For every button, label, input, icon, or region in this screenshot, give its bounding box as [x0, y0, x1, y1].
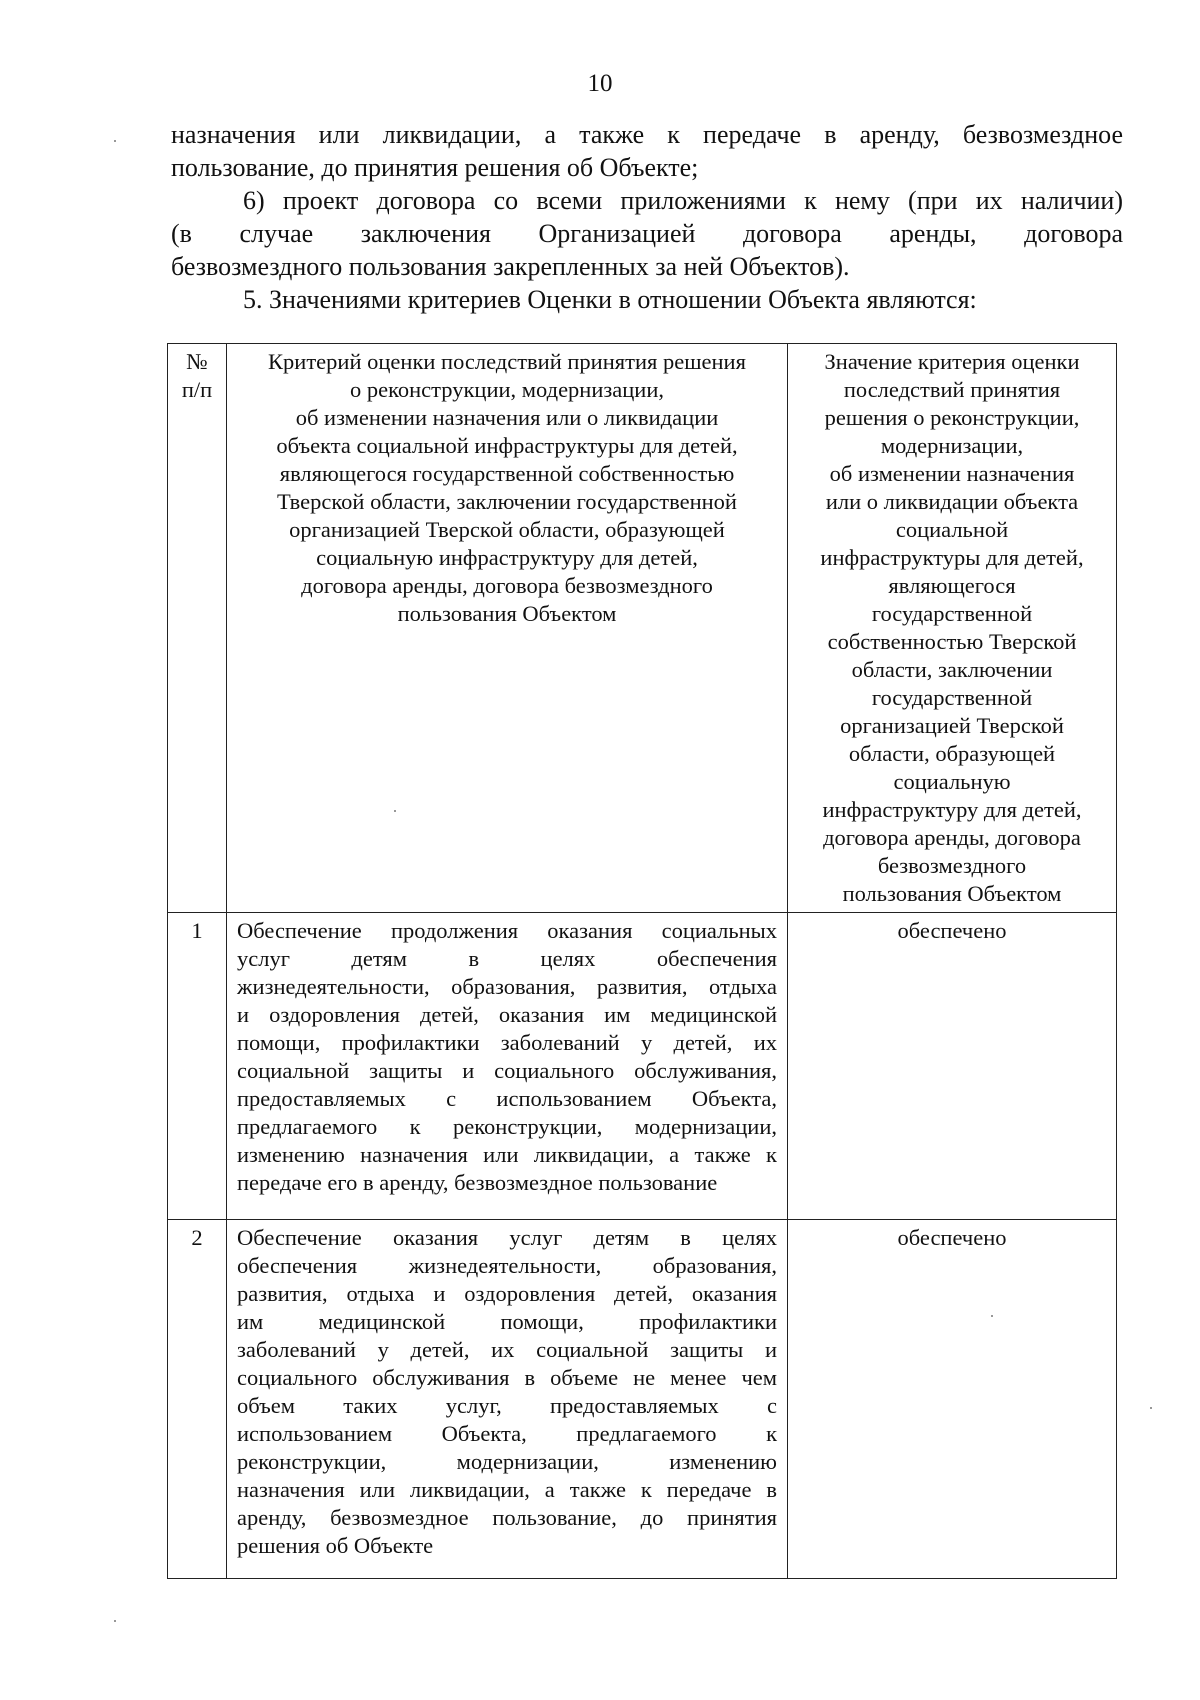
row-number: 1	[168, 913, 227, 1220]
header-value-cell	[788, 344, 1117, 913]
criterion-line: жизнедеятельности, образования, развития, отдыха	[237, 974, 777, 999]
scan-speck	[991, 1315, 993, 1317]
criterion-line: решения об Объекте	[237, 1533, 434, 1558]
row-value: обеспечено	[788, 913, 1117, 1220]
header-value-line: договора аренды, договора	[823, 825, 1081, 850]
criterion-line: Обеспечение продолжения оказания социальных	[237, 918, 777, 943]
header-value-line: решения о реконструкции,	[824, 405, 1080, 430]
criterion-line: использованием Объекта, предлагаемого к	[237, 1421, 777, 1446]
header-value-line: инфраструктуру для детей,	[822, 797, 1082, 822]
header-value-line: государственной	[871, 601, 1033, 626]
header-value-line: организацией Тверской	[840, 713, 1064, 738]
header-number-sign: №	[186, 349, 208, 374]
criterion-line: передаче его в аренду, безвозмездное пользование	[237, 1170, 718, 1195]
header-value-line: или о ликвидации объекта	[825, 489, 1079, 514]
scan-speck	[1150, 1407, 1152, 1409]
criterion-line: развития, отдыха и оздоровления детей, оказания	[237, 1281, 777, 1306]
header-number-abbr: п/п	[181, 377, 213, 402]
criteria-table	[167, 343, 1117, 1579]
header-value-line: модернизации,	[880, 433, 1024, 458]
header-criterion-line: Критерий оценки последствий принятия решения	[268, 349, 746, 374]
criterion-line: предлагаемого к реконструкции, модернизации,	[237, 1114, 777, 1139]
criterion-line: социальной защиты и социального обслуживания,	[237, 1058, 777, 1083]
header-value-line: безвозмездного	[877, 853, 1027, 878]
scan-speck	[114, 1620, 116, 1622]
criterion-line: назначения или ликвидации, а также к передаче в	[237, 1477, 777, 1502]
criterion-line: обеспечения жизнедеятельности, образования,	[237, 1253, 777, 1278]
header-value-line: являющегося	[888, 573, 1016, 598]
header-criterion-line: Тверской области, заключении государственной	[277, 489, 737, 514]
header-criterion-line: социальную инфраструктуру для детей,	[316, 545, 698, 570]
criterion-line: заболеваний у детей, их социальной защиты и	[237, 1337, 777, 1362]
row-criterion	[227, 913, 788, 1220]
paragraph-point-5	[171, 283, 1123, 316]
header-value-line: пользования Объектом	[842, 881, 1062, 906]
text-line: назначения или ликвидации, а также к передаче в аренду, безвозмездное	[171, 120, 1123, 149]
criterion-line: аренду, безвозмездное пользование, до принятия	[237, 1505, 777, 1530]
row-criterion	[227, 1220, 788, 1579]
header-criterion-line: являющегося государственной собственностью	[279, 461, 735, 486]
header-criterion-line: объекта социальной инфраструктуры для детей,	[276, 433, 738, 458]
header-criterion-line: пользования Объектом	[397, 601, 617, 626]
criterion-line: изменению назначения или ликвидации, а также к	[237, 1142, 777, 1167]
text-line: пользование, до принятия решения об Объекте;	[171, 153, 699, 182]
header-criterion-line: об изменении назначения или о ликвидации	[295, 405, 719, 430]
header-number-cell	[168, 344, 227, 913]
scan-speck	[394, 810, 396, 812]
text-line: 5. Значениями критериев Оценки в отношении Объекта являются:	[243, 285, 977, 314]
page-number: 10	[587, 70, 613, 97]
header-value-line: последствий принятия	[843, 377, 1061, 402]
criterion-line: Обеспечение оказания услуг детям в целях	[237, 1225, 777, 1250]
text-line: безвозмездного пользования закрепленных за ней Объектов).	[171, 252, 850, 281]
header-value-line: инфраструктуры для детей,	[820, 545, 1084, 570]
text-line: (в случае заключения Организацией договора аренды, договора	[171, 219, 1123, 248]
criterion-line: и оздоровления детей, оказания им медицинской	[237, 1002, 777, 1027]
header-criterion-cell	[227, 344, 788, 913]
criterion-line: услуг детям в целях обеспечения	[237, 946, 777, 971]
criterion-line: реконструкции, модернизации, изменению	[237, 1449, 777, 1474]
header-value-line: собственностью Тверской	[827, 629, 1077, 654]
table-header-row	[168, 344, 1117, 913]
scan-speck	[114, 140, 116, 142]
row-value: обеспечено	[788, 1220, 1117, 1579]
text-line: 6) проект договора со всеми приложениями к нему (при их наличии)	[243, 186, 1123, 215]
paragraph-continuation	[171, 118, 1123, 184]
header-value-line: социальной	[895, 517, 1009, 542]
table-row	[168, 1220, 1117, 1579]
header-value-line: области, заключении	[851, 657, 1053, 682]
paragraph-item-6	[171, 184, 1123, 283]
criterion-line: помощи, профилактики заболеваний у детей, их	[237, 1030, 777, 1055]
header-criterion-line: договора аренды, договора безвозмездного	[301, 573, 713, 598]
criterion-line: социального обслуживания в объеме не менее чем	[237, 1365, 777, 1390]
criterion-line: объем таких услуг, предоставляемых с	[237, 1393, 777, 1418]
table-row	[168, 913, 1117, 1220]
header-value-line: об изменении назначения	[829, 461, 1075, 486]
criterion-line: им медицинской помощи, профилактики	[237, 1309, 777, 1334]
header-criterion-line: о реконструкции, модернизации,	[349, 377, 665, 402]
header-criterion-line: организацией Тверской области, образующей	[289, 517, 725, 542]
header-value-line: социальную	[893, 769, 1011, 794]
header-value-line: области, образующей	[848, 741, 1056, 766]
header-value-line: государственной	[871, 685, 1033, 710]
criterion-line: предоставляемых с использованием Объекта,	[237, 1086, 777, 1111]
header-value-line: Значение критерия оценки	[824, 349, 1080, 374]
row-number: 2	[168, 1220, 227, 1579]
